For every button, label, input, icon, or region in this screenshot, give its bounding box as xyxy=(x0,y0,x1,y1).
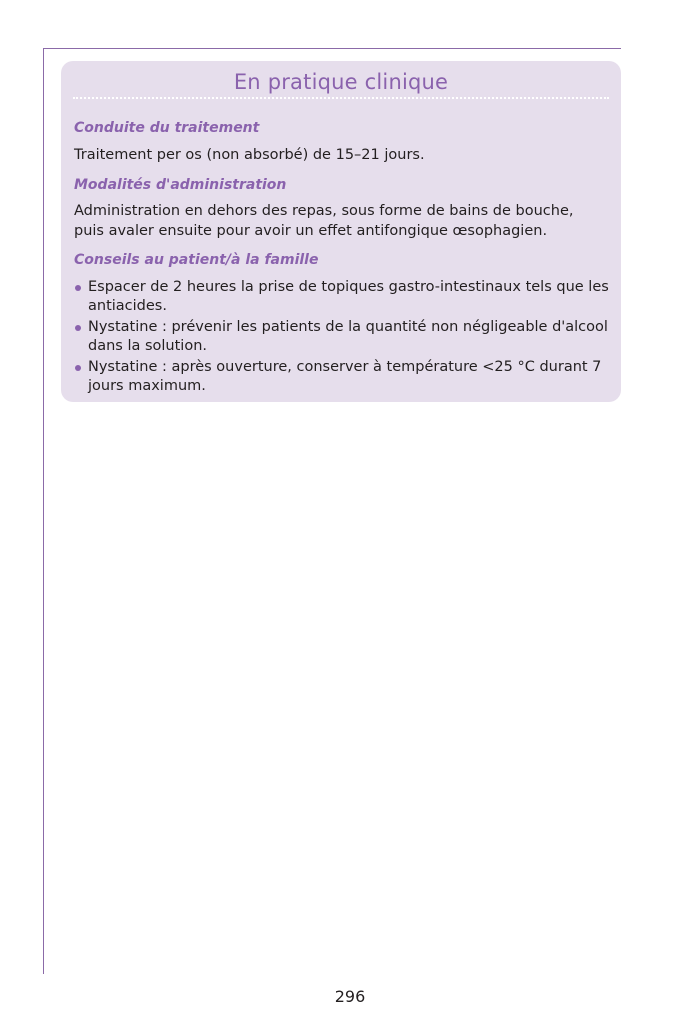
bullet-icon xyxy=(75,325,81,331)
section-heading-advice: Conseils au patient/à la famille xyxy=(74,252,319,268)
title-dotted-divider xyxy=(73,97,609,99)
clinical-practice-box xyxy=(61,61,621,402)
box-title: En pratique clinique xyxy=(233,70,449,94)
list-item xyxy=(74,358,609,396)
list-item xyxy=(74,278,609,316)
section-text-treatment: Traitement per os (non absorbé) de 15–21 jours. xyxy=(74,147,425,163)
list-item-text: Nystatine : prévenir les patients de la quantité non négligeable d'alcool dans la solution. xyxy=(88,319,608,354)
advice-list xyxy=(74,278,609,398)
page-left-rule xyxy=(43,48,44,974)
section-text-administration: Administration en dehors des repas, sous forme de bains de bouche, puis avaler ensuite pour avoir un effet antifongique œsophagien. xyxy=(74,203,574,239)
bullet-icon xyxy=(75,285,81,291)
list-item-text: Nystatine : après ouverture, conserver à température <25 °C durant 7 jours maximum. xyxy=(88,359,602,394)
page-number: 296 xyxy=(334,987,366,1006)
list-item-text: Espacer de 2 heures la prise de topiques gastro-intestinaux tels que les antiacides. xyxy=(88,279,609,314)
bullet-icon xyxy=(75,365,81,371)
section-heading-treatment: Conduite du traitement xyxy=(74,120,260,136)
section-heading-administration: Modalités d'administration xyxy=(74,177,287,193)
page-top-rule xyxy=(43,48,621,49)
list-item xyxy=(74,318,609,356)
